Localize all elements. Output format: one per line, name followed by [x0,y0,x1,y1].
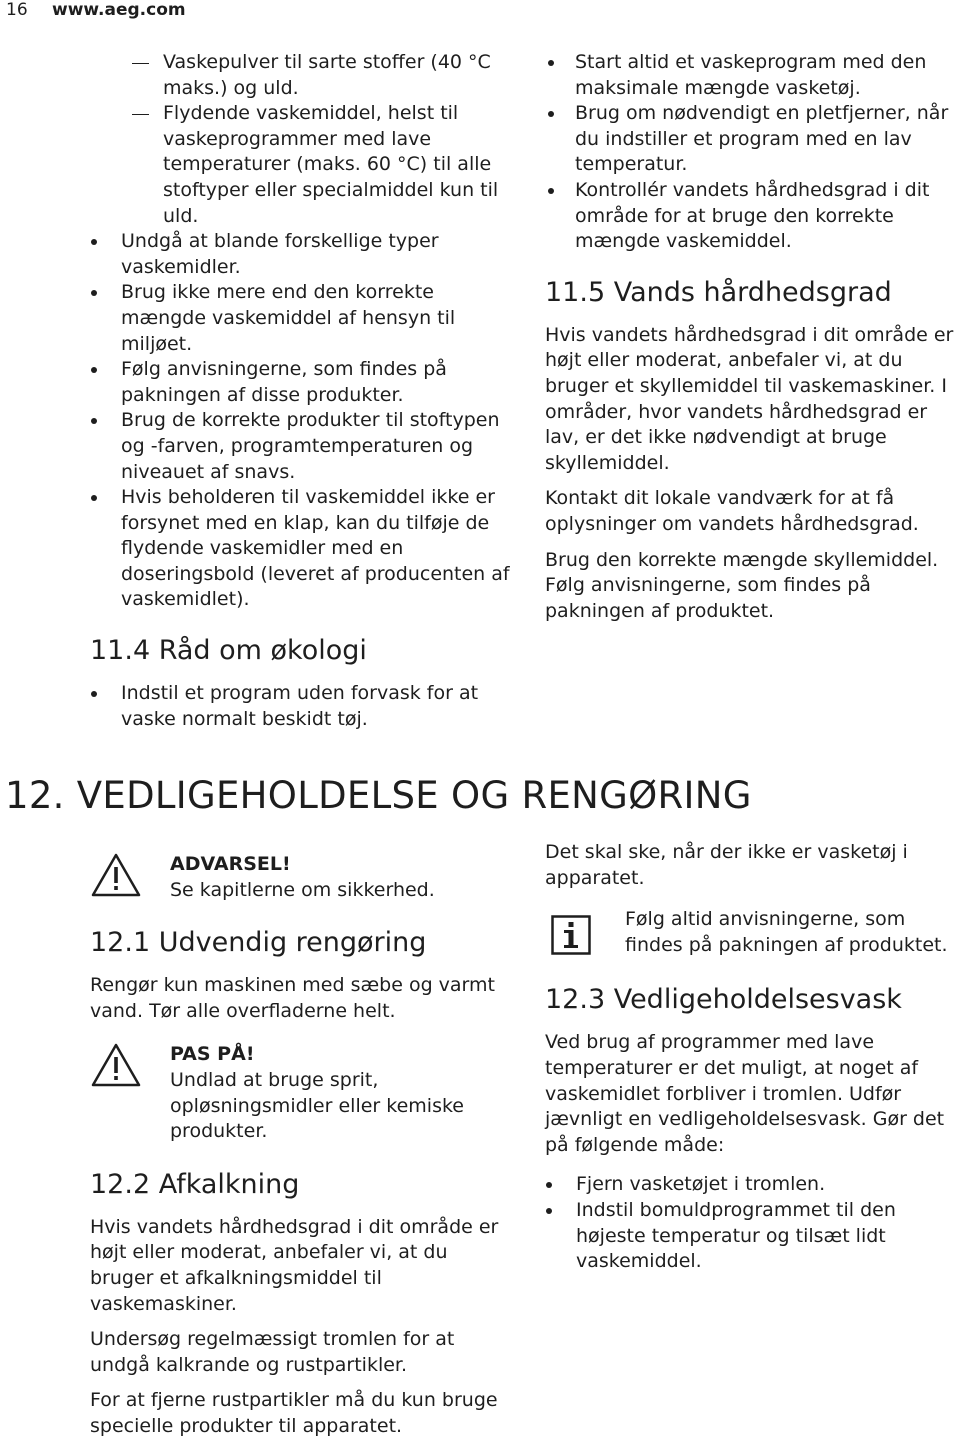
right-column [545,50,957,624]
page-header [6,0,186,20]
info-callout [545,907,957,958]
left-column [90,50,515,732]
info-text: Følg altid anvisningerne, som findes på pakningen af produktet. [625,908,948,956]
paragraph: Hvis vandets hårdhedsgrad i dit område er højt eller moderat, anbefaler vi, at du bruger et skyllemiddel til vaskemaskiner. I områder, hvor vandets hårdhedsgrad er lav, er det ikke nødvendigt at bruge skyllemiddel. [545,323,954,474]
chapter-heading: 12. VEDLIGEHOLDELSE OG RENGØRING [5,774,752,817]
caution-title: PAS PÅ! [170,1043,255,1066]
list-item: Indstil bomuldprogrammet til den højeste temperatur og tilsæt lidt vaskemiddel. [545,1198,957,1275]
list-item: Flydende vaskemiddel, helst til vaskeprogrammer med lave temperaturer (maks. 60 °C) til alle stoftyper eller specialmiddel kun til uld. [132,101,515,229]
list-item: Brug ikke mere end den korrekte mængde vaskemiddel af hensyn til miljøet. [90,280,515,357]
section-heading-12-1: 12.1 Udvendig rengøring [90,927,427,959]
info-icon [551,915,591,955]
caution-callout [90,1042,515,1144]
bullet-list [545,50,957,255]
list-item: Brug om nødvendigt en pletfjerner, når du indstiller et program med en lav temperatur. [545,101,957,178]
list-item: Hvis beholderen til vaskemiddel ikke er forsynet med en klap, kan du tilføje de flydende vaskemidler med en doseringsbold (leveret af producenten af vaskemidlet). [90,485,515,613]
paragraph: Hvis vandets hårdhedsgrad i dit område er højt eller moderat, anbefaler vi, at du bruger et afkalkningsmiddel til vaskemaskiner. [90,1215,499,1315]
section-heading-11-5: 11.5 Vands hårdhedsgrad [545,276,892,308]
list-item: Følg anvisningerne, som findes på pakningen af disse produkter. [90,357,515,408]
bullet-list [545,1172,957,1274]
section-heading-12-3: 12.3 Vedligeholdelsesvask [545,984,902,1016]
list-item: Vaskepulver til sarte stoffer (40 °C maks.) og uld. [132,50,515,101]
section-heading-11-4: 11.4 Råd om økologi [90,635,367,667]
paragraph: Det skal ske, når der ikke er vasketøj i apparatet. [545,841,908,889]
paragraph: Brug den korrekte mængde skyllemiddel. Følg anvisningerne, som findes på pakningen af produktet. [545,548,939,622]
right-column-bottom [545,840,957,1275]
caution-text: Undlad at bruge sprit, opløsningsmidler eller kemiske produkter. [170,1068,464,1143]
bullet-list [90,229,515,613]
warning-triangle-icon [90,1042,142,1088]
warning-text: Se kapitlerne om sikkerhed. [170,878,435,901]
list-item: Indstil et program uden forvask for at vaske normalt beskidt tøj. [90,681,515,732]
list-item: Start altid et vaskeprogram med den maksimale mængde vasketøj. [545,50,957,101]
list-item: Undgå at blande forskellige typer vaskemidler. [90,229,515,280]
warning-triangle-icon [90,852,142,898]
paragraph: Rengør kun maskinen med sæbe og varmt vand. Tør alle overfladerne helt. [90,974,495,1022]
page-number: 16 [6,0,28,20]
paragraph: For at fjerne rustpartikler må du kun bruge specielle produkter til apparatet. [90,1389,498,1437]
list-item: Kontrollér vandets hårdhedsgrad i dit område for at bruge den korrekte mængde vaskemiddel. [545,178,957,255]
paragraph: Kontakt dit lokale vandværk for at få oplysninger om vandets hårdhedsgrad. [545,487,919,535]
dash-list [90,50,515,229]
warning-title: ADVARSEL! [170,853,291,875]
bullet-list [90,681,515,732]
header-url: www.aeg.com [52,0,186,20]
paragraph: Undersøg regelmæssigt tromlen for at undgå kalkrande og rustpartikler. [90,1328,455,1376]
list-item: Brug de korrekte produkter til stoftypen og -farven, programtemperaturen og niveauet af snavs. [90,408,515,485]
paragraph: Ved brug af programmer med lave temperaturer er det muligt, at noget af vaskemidlet forbliver i tromlen. Udfør jævnligt en vedligeholdelsesvask. Gør det på følgende måde: [545,1031,945,1156]
section-heading-12-2: 12.2 Afkalkning [90,1168,300,1200]
warning-callout [90,852,515,903]
left-column-bottom [90,840,515,1440]
list-item: Fjern vasketøjet i tromlen. [545,1172,957,1198]
